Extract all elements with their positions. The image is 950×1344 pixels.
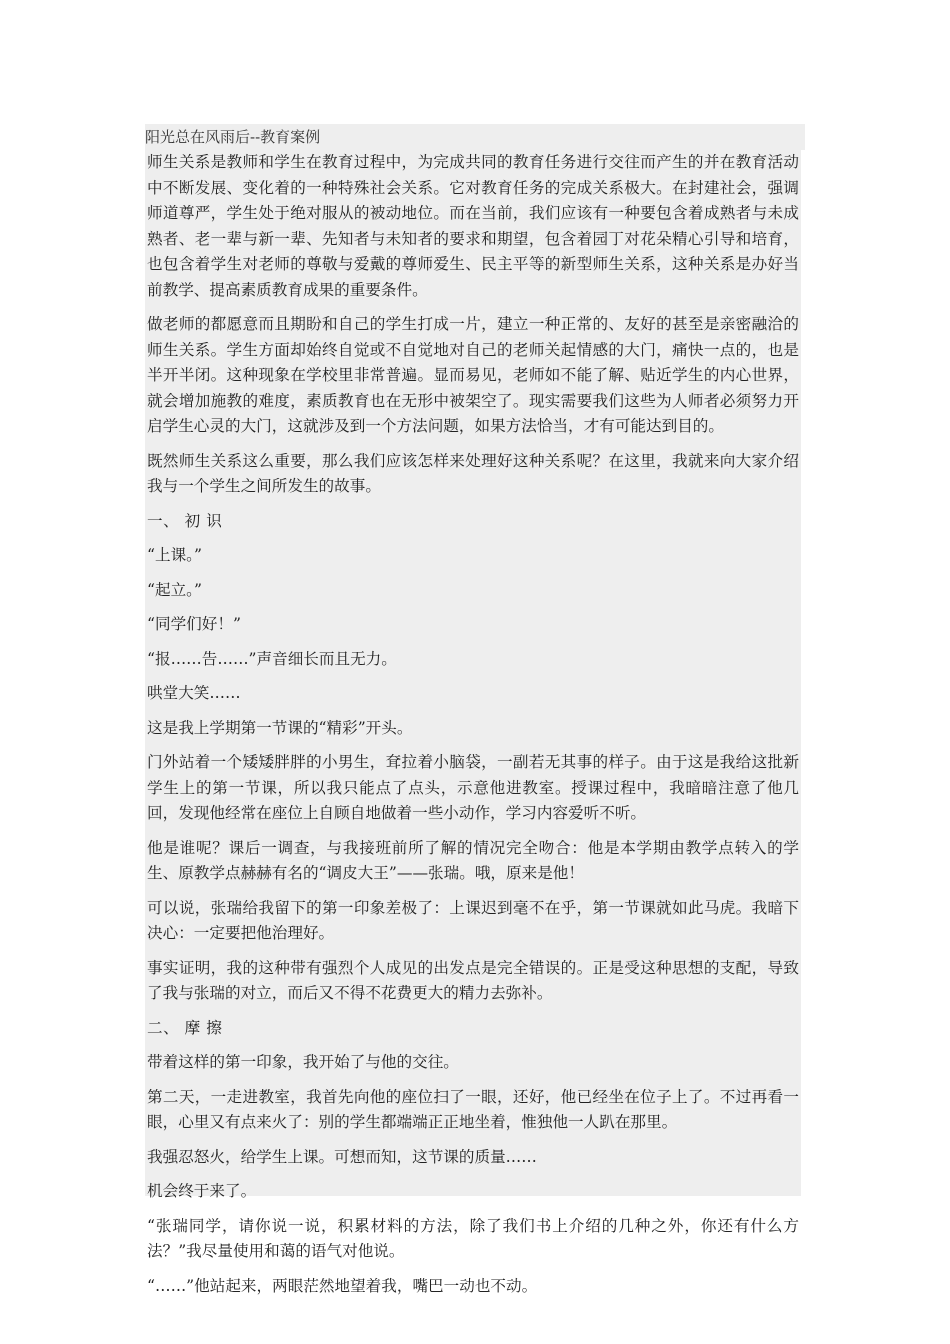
paragraph: 这是我上学期第一节课的“精彩”开头。 <box>147 718 413 737</box>
paragraph: 可以说，张瑞给我留下的第一印象差极了：上课迟到毫不在乎，第一节课就如此马虎。我暗下决心：一定要把他治理好。 <box>147 898 799 942</box>
paragraph: 机会终于来了。 <box>147 1182 257 1200</box>
paragraph: “……”他站起来，两眼茫然地望着我，嘴巴一动也不动。 <box>147 1276 538 1295</box>
document-body <box>145 150 801 1295</box>
paragraph: 做老师的都愿意而且期盼和自己的学生打成一片，建立一种正常的、友好的甚至是亲密融洽的师生关系。学生方面却始终自觉或不自觉地对自己的老师关起情感的大门，痛快一点的，也是半开半闭。这种现象在学校里非常普遍。显而易见，老师如不能了解、贴近学生的内心世界，就会增加施教的难度，素质教育也在无形中被架空了。现实需要我们这些为人师者必须努力开启学生心灵的大门，这就涉及到一个方法问题，如果方法恰当，才有可能达到目的。 <box>147 315 799 435</box>
paragraph: 师生关系是教师和学生在教育过程中，为完成共同的教育任务进行交往而产生的并在教育活动中不断发展、变化着的一种特殊社会关系。它对教育任务的完成关系极大。在封建社会，强调师道尊严，学生处于绝对服从的被动地位。而在当前，我们应该有一种要包含着成熟者与未成熟者、老一辈与新一辈、先知者与未知者的要求和期望，包含着园丁对花朵精心引导和培育，也包含着学生对老师的尊敬与爱戴的尊师爱生、民主平等的新型师生关系，这种关系是办好当前教学、提高素质教育成果的重要条件。 <box>147 153 799 299</box>
paragraph: “报……告……”声音细长而且无力。 <box>147 649 397 668</box>
paragraph: “同学们好！” <box>147 615 241 633</box>
paragraph: 他是谁呢？课后一调查，与我接班前所了解的情况完全吻合：他是本学期由教学点转入的学生、原教学点赫赫有名的“调皮大王”——张瑞。哦，原来是他！ <box>147 838 799 882</box>
paragraph: 带着这样的第一印象，我开始了与他的交往。 <box>147 1053 459 1071</box>
section-heading: 二、 摩 擦 <box>147 1018 223 1037</box>
paragraph: “张瑞同学，请你说一说，积累材料的方法，除了我们书上介绍的几种之外，你还有什么方法？”我尽量使用和蔼的语气对他说。 <box>147 1216 799 1260</box>
document-title: 阳光总在风雨后--教育案例 <box>145 124 805 150</box>
paragraph: 既然师生关系这么重要，那么我们应该怎样来处理好这种关系呢？在这里，我就来向大家介绍我与一个学生之间所发生的故事。 <box>147 451 799 495</box>
paragraph: 事实证明，我的这种带有强烈个人成见的出发点是完全错误的。正是受这种思想的支配，导致了我与张瑞的对立，而后又不得不花费更大的精力去弥补。 <box>147 958 799 1002</box>
paragraph: 门外站着一个矮矮胖胖的小男生，耷拉着小脑袋，一副若无其事的样子。由于这是我给这批新学生上的第一节课，所以我只能点了点头，示意他进教室。授课过程中，我暗暗注意了他几回，发现他经常在座位上自顾自地做着一些小动作，学习内容爱听不听。 <box>147 753 799 822</box>
section-heading: 一、 初 识 <box>147 511 223 530</box>
paragraph: “起立。” <box>147 580 202 599</box>
paragraph: 哄堂大笑…… <box>147 684 241 702</box>
paragraph: “上课。” <box>147 546 202 564</box>
paragraph: 我强忍怒火，给学生上课。可想而知，这节课的质量…… <box>147 1147 537 1166</box>
paragraph: 第二天，一走进教室，我首先向他的座位扫了一眼，还好，他已经坐在位子上了。不过再看一眼，心里又有点来火了：别的学生都端端正正地坐着，惟独他一人趴在那里。 <box>147 1087 799 1131</box>
